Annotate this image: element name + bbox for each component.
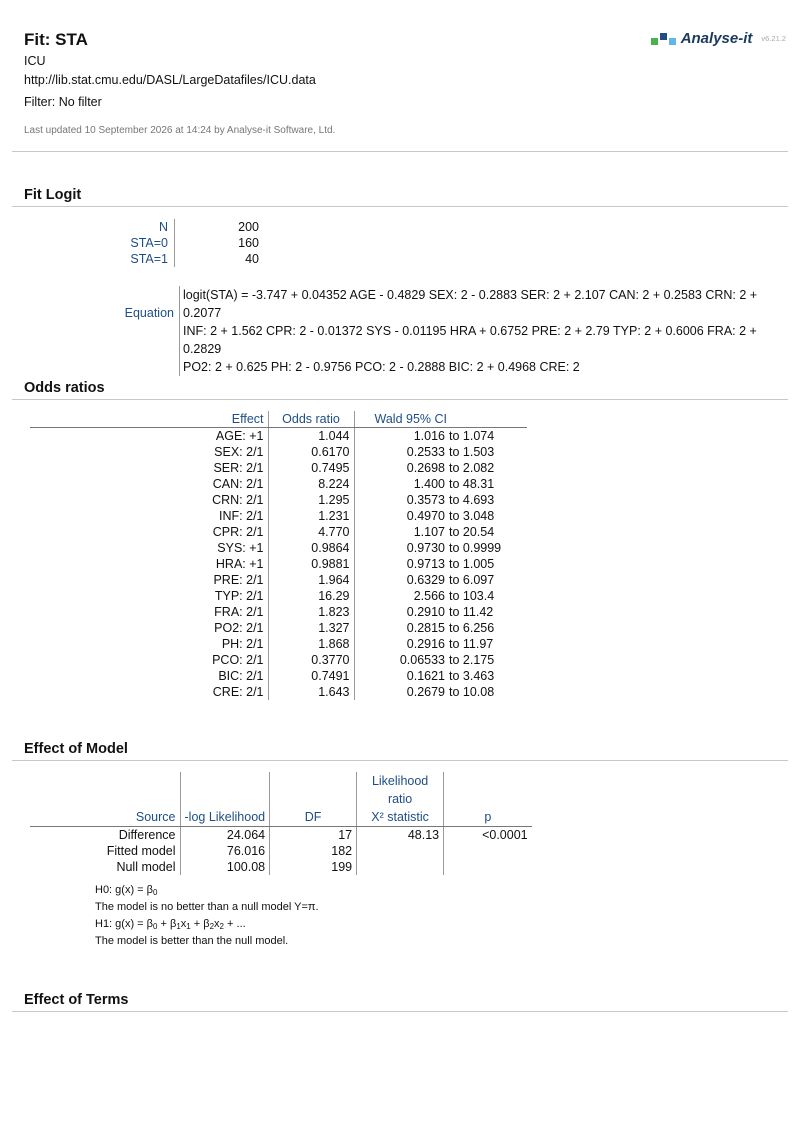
p-value-cell: [444, 843, 532, 859]
effect-cell: CRN: 2/1: [30, 492, 268, 508]
header-spacer: [447, 411, 527, 428]
odds-ratio-cell: 1.044: [268, 428, 354, 445]
effect-cell: PH: 2/1: [30, 636, 268, 652]
ci-lower-cell: 0.2815: [406, 621, 445, 635]
counts-row: [80, 235, 265, 251]
effect-cell: TYP: 2/1: [30, 588, 268, 604]
log-likelihood-cell: 24.064: [180, 827, 270, 844]
ci-lower-cell: 0.9730: [406, 541, 445, 555]
effect-cell: AGE: +1: [30, 428, 268, 445]
ci-lower-cell: 1.400: [413, 477, 445, 491]
logo-version: v6.21.2: [761, 34, 786, 43]
ci-lower-cell: 0.3573: [406, 493, 445, 507]
h1-subscript: 1: [176, 922, 181, 931]
section-fit-logit: Fit Logit: [24, 187, 82, 203]
effect-cell: PO2: 2/1: [30, 620, 268, 636]
odds-ratio-cell: 1.643: [268, 684, 354, 700]
divider: [12, 399, 788, 400]
ci-lower-cell: 0.2698: [406, 461, 445, 475]
p-value-cell: [444, 859, 532, 875]
table-row: [30, 476, 527, 492]
odds-ratio-cell: 8.224: [268, 476, 354, 492]
odds-ratio-cell: 0.9864: [268, 540, 354, 556]
table-row: [30, 827, 532, 844]
divider: [12, 206, 788, 207]
equation-line: logit(STA) = -3.747 + 0.04352 AGE - 0.4829 SEX: 2 - 0.2883 SER: 2 + 2.107 CAN: 2 + 0.2583 CRN: 2 + 0.2077: [183, 288, 758, 320]
odds-ratios-table: [30, 411, 527, 700]
ci-upper-cell: to 11.97: [449, 637, 494, 651]
table-row: [30, 684, 527, 700]
dataset-url[interactable]: http://lib.stat.cmu.edu/DASL/LargeDatafiles/ICU.data: [24, 73, 316, 87]
effect-of-model-body: [30, 827, 532, 876]
ci-upper-cell: to 4.693: [449, 493, 495, 507]
odds-ratios-body: [30, 428, 527, 701]
table-row: [30, 492, 527, 508]
ci-upper-cell: to 20.54: [449, 525, 495, 539]
header-effect: Effect: [30, 411, 268, 428]
ci-upper-cell: to 1.005: [449, 557, 495, 571]
table-row: [30, 859, 532, 875]
ci-upper-cell: to 3.048: [449, 509, 495, 523]
odds-ratio-cell: 0.7491: [268, 668, 354, 684]
equation-text: [179, 286, 779, 376]
effect-cell: SYS: +1: [30, 540, 268, 556]
report-title: Fit: STA: [24, 30, 88, 49]
h1-term: x: [214, 918, 220, 930]
ci-lower-cell: 0.2533: [406, 445, 445, 459]
section-odds-ratios: Odds ratios: [24, 380, 105, 396]
table-row: [30, 444, 527, 460]
odds-ratio-cell: 4.770: [268, 524, 354, 540]
ci-upper-cell: to 2.082: [449, 461, 495, 475]
odds-ratio-cell: 1.327: [268, 620, 354, 636]
table-row: [30, 524, 527, 540]
effect-cell: PCO: 2/1: [30, 652, 268, 668]
chi-square-cell: 48.13: [357, 827, 444, 844]
analyse-it-logo: [651, 30, 786, 47]
source-cell: Fitted model: [30, 843, 180, 859]
effect-cell: BIC: 2/1: [30, 668, 268, 684]
ci-lower-cell: 0.2916: [406, 637, 445, 651]
ci-lower-cell: 0.2679: [406, 685, 445, 699]
h1-subscript: 2: [209, 922, 215, 931]
ci-lower-cell: 0.6329: [406, 573, 445, 587]
table-row: [30, 508, 527, 524]
h0-text: The model is no better than a null model Y=π.: [95, 901, 319, 913]
counts-row: [80, 219, 265, 235]
last-updated: Last updated 10 September 2026 at 14:24 by Analyse-it Software, Ltd.: [24, 125, 336, 136]
h1-prefix: H1: g(x) = β: [95, 918, 153, 930]
table-row: [30, 572, 527, 588]
equation-line: PO2: 2 + 0.625 PH: 2 - 0.9756 PCO: 2 - 0.2888 BIC: 2 + 0.4968 CRE: 2: [183, 360, 580, 374]
table-row: [30, 428, 527, 445]
ci-lower-cell: 0.4970: [406, 509, 445, 523]
odds-ratio-cell: 0.3770: [268, 652, 354, 668]
table-header-row: [30, 772, 532, 827]
header-source: Source: [30, 772, 180, 827]
ci-upper-cell: to 2.175: [449, 653, 495, 667]
header-log-likelihood: -log Likelihood: [180, 772, 270, 827]
table-row: [30, 636, 527, 652]
ci-lower-cell: 1.016: [413, 429, 445, 443]
divider: [12, 151, 788, 152]
df-cell: 182: [270, 843, 357, 859]
odds-ratio-cell: 0.7495: [268, 460, 354, 476]
effect-cell: INF: 2/1: [30, 508, 268, 524]
h1-term: + β: [157, 918, 177, 930]
df-cell: 199: [270, 859, 357, 875]
counts-value: 200: [238, 220, 259, 234]
source-cell: Difference: [30, 827, 180, 844]
odds-ratio-cell: 1.231: [268, 508, 354, 524]
effect-cell: CAN: 2/1: [30, 476, 268, 492]
log-likelihood-cell: 76.016: [180, 843, 270, 859]
log-likelihood-cell: 100.08: [180, 859, 270, 875]
table-row: [30, 588, 527, 604]
h1-formula: [95, 916, 319, 933]
ci-lower-cell: 2.566: [413, 589, 445, 603]
h1-term: x: [180, 918, 187, 930]
effect-cell: CPR: 2/1: [30, 524, 268, 540]
filter-text: Filter: No filter: [24, 95, 102, 109]
h1-subscript: 0: [152, 922, 158, 931]
h1-text: The model is better than the null model.: [95, 935, 289, 947]
hypotheses: [95, 882, 319, 950]
effect-cell: HRA: +1: [30, 556, 268, 572]
ci-upper-cell: to 11.42: [449, 605, 494, 619]
effect-of-model-table: [30, 772, 532, 875]
h0-formula: [95, 882, 319, 899]
odds-ratio-cell: 1.823: [268, 604, 354, 620]
table-row: [30, 620, 527, 636]
table-row: [30, 604, 527, 620]
table-row: [30, 460, 527, 476]
header-p: p: [444, 772, 532, 827]
ci-lower-cell: 0.2910: [406, 605, 445, 619]
h1-term: + β: [190, 918, 210, 930]
table-header-row: [30, 411, 527, 428]
p-value-cell: <0.0001: [482, 828, 528, 842]
divider: [12, 1011, 788, 1012]
ci-upper-cell: to 1.503: [449, 445, 495, 459]
h1-subscript: 1: [186, 922, 191, 931]
ci-lower-cell: 1.107: [413, 525, 445, 539]
odds-ratio-cell: 1.964: [268, 572, 354, 588]
odds-ratio-cell: 0.6170: [268, 444, 354, 460]
counts-row: [80, 251, 265, 267]
header-odds-ratio: Odds ratio: [268, 411, 354, 428]
counts-label: STA=0: [80, 235, 175, 251]
counts-table: [80, 219, 265, 267]
odds-ratio-cell: 0.9881: [268, 556, 354, 572]
equation-block: [120, 286, 779, 376]
chi-square-cell: [357, 843, 444, 859]
h0-prefix: H0: g(x) = β: [95, 884, 153, 896]
effect-cell: SEX: 2/1: [30, 444, 268, 460]
odds-ratio-cell: 16.29: [268, 588, 354, 604]
table-row: [30, 556, 527, 572]
effect-cell: PRE: 2/1: [30, 572, 268, 588]
header-likelihood-ratio: [357, 772, 444, 827]
equation-label: Equation: [124, 306, 174, 320]
effect-cell: FRA: 2/1: [30, 604, 268, 620]
ci-lower-cell: 0.9713: [406, 557, 445, 571]
counts-label: STA=1: [80, 251, 175, 267]
ci-upper-cell: to 48.31: [449, 477, 495, 491]
ci-upper-cell: to 6.097: [449, 573, 495, 587]
ci-upper-cell: to 10.08: [449, 685, 495, 699]
ci-lower-cell: 0.1621: [406, 669, 445, 683]
effect-cell: CRE: 2/1: [30, 684, 268, 700]
counts-value: 160: [238, 236, 259, 250]
table-row: [30, 540, 527, 556]
logo-text: Analyse-it: [680, 30, 753, 47]
equation-line: INF: 2 + 1.562 CPR: 2 - 0.01372 SYS - 0.01195 HRA + 0.6752 PRE: 2 + 2.79 TYP: 2 + 0.6006 FRA: 2 + 0.2829: [183, 324, 757, 356]
logo-squares-icon: [651, 33, 676, 45]
counts-value: 40: [245, 252, 259, 266]
source-cell: Null model: [30, 859, 180, 875]
section-effect-of-terms: Effect of Terms: [24, 992, 129, 1008]
h1-term: + ...: [224, 918, 246, 930]
section-effect-of-model: Effect of Model: [24, 741, 128, 757]
ci-upper-cell: to 6.256: [449, 621, 495, 635]
effect-cell: SER: 2/1: [30, 460, 268, 476]
dataset-name: ICU: [24, 54, 46, 68]
chi-square-cell: [357, 859, 444, 875]
h1-subscript: 2: [219, 922, 224, 931]
table-row: [30, 843, 532, 859]
ci-upper-cell: to 103.4: [449, 589, 495, 603]
ci-lower-cell: 0.06533: [399, 653, 445, 667]
header-df: DF: [270, 772, 357, 827]
ci-upper-cell: to 1.074: [449, 429, 495, 443]
table-row: [30, 668, 527, 684]
header-lr-line: Likelihood: [371, 774, 429, 788]
h0-subscript: 0: [152, 888, 158, 897]
table-row: [30, 652, 527, 668]
header-lr-line: X² statistic: [371, 810, 429, 824]
ci-upper-cell: to 3.463: [449, 669, 495, 683]
header-lr-line: ratio: [387, 792, 413, 806]
odds-ratio-cell: 1.868: [268, 636, 354, 652]
counts-label: N: [80, 219, 175, 235]
odds-ratio-cell: 1.295: [268, 492, 354, 508]
ci-upper-cell: to 0.9999: [449, 541, 502, 555]
df-cell: 17: [270, 827, 357, 844]
header-wald-ci: Wald 95% CI: [354, 411, 447, 428]
divider: [12, 760, 788, 761]
